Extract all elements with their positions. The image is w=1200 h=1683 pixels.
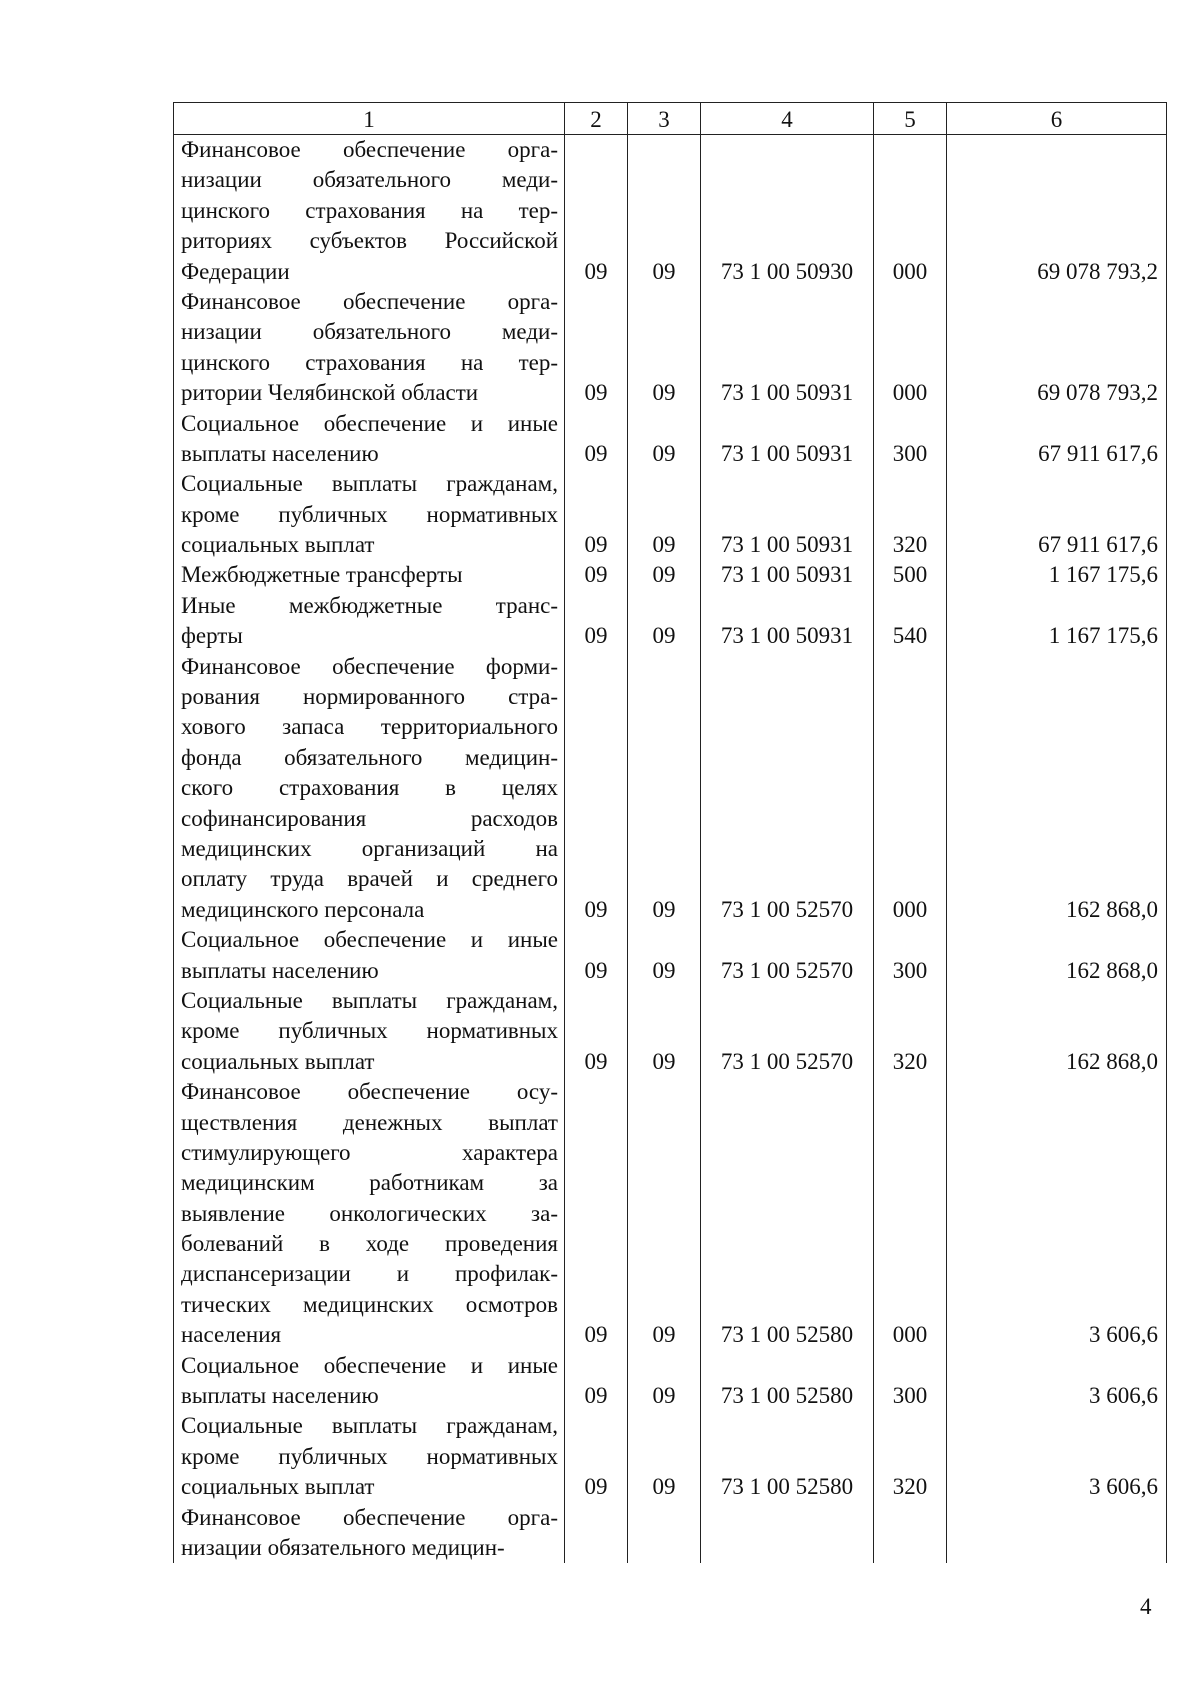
expense-type-code: 300 [874,1351,947,1412]
description-line: Социальное обеспечение и иные [181,410,558,436]
amount: 3 606,6 [947,1411,1167,1502]
subsection-code: 09 [628,1351,701,1412]
amount: 1 167 175,6 [947,591,1167,652]
expense-type-code: 500 [874,560,947,590]
header-row [174,103,1167,135]
description-line: Социальное обеспечение и иные [181,927,558,953]
subsection-code: 09 [628,560,701,590]
section-code: 09 [565,287,628,409]
table-row [174,1503,1167,1564]
expense-type-code [874,1503,947,1564]
column-header-1: 1 [174,103,565,135]
description-line: Социальные выплаты гражданам, [181,987,558,1013]
target-article-code: 73 1 00 52580 [701,1411,874,1502]
description-line: социальных выплат [181,1048,375,1074]
expense-type-code: 320 [874,469,947,560]
description-line: социальных выплат [181,532,375,558]
table-row [174,1411,1167,1502]
target-article-code [701,1503,874,1564]
table-row [174,925,1167,986]
amount: 69 078 793,2 [947,287,1167,409]
table-row [174,591,1167,652]
amount: 67 911 617,6 [947,409,1167,470]
description-line: выплаты населению [181,1383,379,1409]
description-line: Межбюджетные трансферты [181,562,463,588]
row-description [174,652,565,926]
subsection-code: 09 [628,135,701,287]
description-line: цинского страхования на тер- [181,197,558,223]
amount: 3 606,6 [947,1351,1167,1412]
section-code: 09 [565,409,628,470]
page-number: 4 [1140,1594,1152,1619]
section-code: 09 [565,1411,628,1502]
description-line: медицинских организаций на [181,836,558,861]
table-row [174,409,1167,470]
subsection-code: 09 [628,287,701,409]
amount: 162 868,0 [947,986,1167,1077]
section-code: 09 [565,135,628,287]
target-article-code: 73 1 00 50931 [701,287,874,409]
target-article-code: 73 1 00 52580 [701,1077,874,1351]
section-code [565,1503,628,1564]
target-article-code: 73 1 00 52580 [701,1351,874,1412]
description-line: хового запаса территориального [181,714,558,740]
description-line: Финансовое обеспечение осу- [181,1079,558,1105]
description-line: фонда обязательного медицин- [181,744,558,770]
table-row [174,135,1167,287]
description-line: Федерации [181,258,290,284]
row-description [174,1411,565,1502]
column-header-3: 3 [628,103,701,135]
subsection-code: 09 [628,1077,701,1351]
subsection-code: 09 [628,652,701,926]
description-line: Социальные выплаты гражданам, [181,1413,558,1439]
expense-type-code: 320 [874,986,947,1077]
expense-type-code: 000 [874,287,947,409]
description-line: выявление онкологических за- [181,1200,558,1226]
column-header-5: 5 [874,103,947,135]
row-description [174,1503,565,1564]
amount: 1 167 175,6 [947,560,1167,590]
row-description [174,469,565,560]
description-line: Социальное обеспечение и иные [181,1352,558,1378]
expense-type-code: 000 [874,135,947,287]
description-line: Иные межбюджетные транс- [181,592,558,618]
amount: 162 868,0 [947,652,1167,926]
description-line: кроме публичных нормативных [181,1018,558,1044]
table-row [174,1077,1167,1351]
row-description [174,591,565,652]
column-header-4: 4 [701,103,874,135]
row-description [174,1351,565,1412]
description-line: ферты [181,623,243,649]
table-row [174,287,1167,409]
description-line: рования нормированного стра- [181,684,558,710]
expense-type-code: 300 [874,409,947,470]
target-article-code: 73 1 00 52570 [701,652,874,926]
section-code: 09 [565,469,628,560]
row-description [174,409,565,470]
amount [947,1503,1167,1564]
row-description [174,135,565,287]
section-code: 09 [565,652,628,926]
subsection-code: 09 [628,986,701,1077]
table-row [174,652,1167,926]
expense-type-code: 000 [874,652,947,926]
section-code: 09 [565,1351,628,1412]
description-line: риториях субъектов Российской [181,228,558,254]
expense-type-code: 000 [874,1077,947,1351]
description-line: диспансеризации и профилак- [181,1261,558,1287]
description-line: ского страхования в целях [181,775,558,801]
description-line: низации обязательного меди- [181,319,558,345]
description-line: ритории Челябинской области [181,380,479,406]
section-code: 09 [565,560,628,590]
section-code: 09 [565,1077,628,1351]
target-article-code: 73 1 00 52570 [701,925,874,986]
expense-type-code: 320 [874,1411,947,1502]
description-line: ществления денежных выплат [181,1109,558,1135]
description-line: населения [181,1322,282,1348]
amount: 69 078 793,2 [947,135,1167,287]
description-line: оплату труда врачей и среднего [181,866,558,892]
column-header-2: 2 [565,103,628,135]
description-line: медицинским работникам за [181,1170,558,1196]
description-line: тических медицинских осмотров [181,1291,558,1317]
subsection-code [628,1503,701,1564]
budget-table [173,102,1167,1563]
target-article-code: 73 1 00 50931 [701,560,874,590]
description-line: Финансовое обеспечение орга- [181,1504,558,1530]
description-line: стимулирующего характера [181,1139,558,1165]
expense-type-code: 300 [874,925,947,986]
description-line: кроме публичных нормативных [181,1443,558,1469]
column-header-6: 6 [947,103,1167,135]
row-description [174,925,565,986]
subsection-code: 09 [628,925,701,986]
table-row [174,986,1167,1077]
row-description [174,986,565,1077]
target-article-code: 73 1 00 50931 [701,591,874,652]
description-line: низации обязательного меди- [181,167,558,193]
description-line: Финансовое обеспечение форми- [181,653,558,679]
section-code: 09 [565,925,628,986]
table-row [174,1351,1167,1412]
row-description [174,560,565,590]
description-line: выплаты населению [181,440,379,466]
expense-type-code: 540 [874,591,947,652]
subsection-code: 09 [628,409,701,470]
target-article-code: 73 1 00 50930 [701,135,874,287]
description-line: Социальные выплаты гражданам, [181,471,558,497]
table-body [174,135,1167,1564]
section-code: 09 [565,591,628,652]
description-line: социальных выплат [181,1474,375,1500]
target-article-code: 73 1 00 50931 [701,409,874,470]
row-description [174,287,565,409]
table-row [174,469,1167,560]
subsection-code: 09 [628,1411,701,1502]
amount: 3 606,6 [947,1077,1167,1351]
description-line: кроме публичных нормативных [181,501,558,527]
amount: 162 868,0 [947,925,1167,986]
row-description [174,1077,565,1351]
description-line: выплаты населению [181,957,379,983]
description-line: медицинского персонала [181,896,425,922]
description-line: Финансовое обеспечение орга- [181,137,558,162]
table-row [174,560,1167,590]
target-article-code: 73 1 00 50931 [701,469,874,560]
description-line: цинского страхования на тер- [181,349,558,375]
section-code: 09 [565,986,628,1077]
subsection-code: 09 [628,591,701,652]
amount: 67 911 617,6 [947,469,1167,560]
description-line: софинансирования расходов [181,805,558,831]
description-line: Финансовое обеспечение орга- [181,288,558,314]
target-article-code: 73 1 00 52570 [701,986,874,1077]
subsection-code: 09 [628,469,701,560]
description-line: болеваний в ходе проведения [181,1231,558,1257]
description-line: низации обязательного медицин- [181,1534,505,1560]
